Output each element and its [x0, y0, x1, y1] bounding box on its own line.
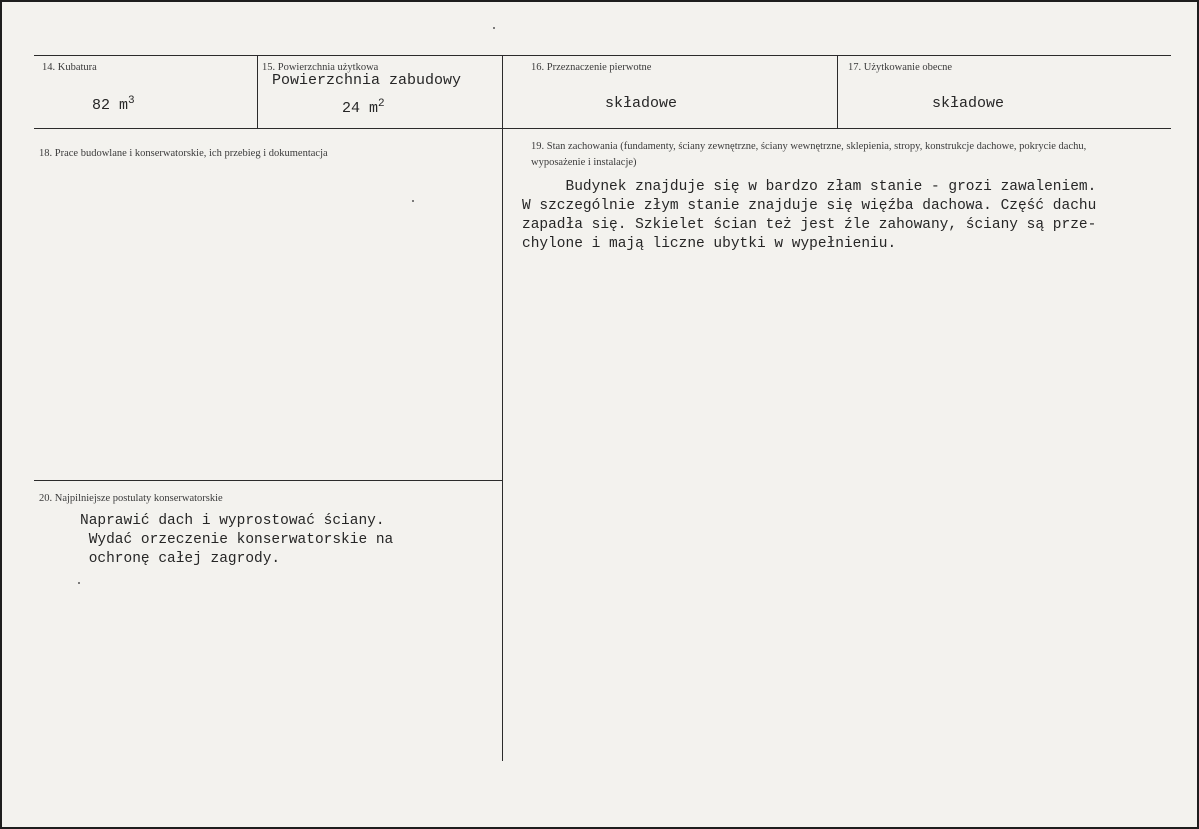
field-19-line: Budynek znajduje się w bardzo złam stanie - grozi zawaleniem.	[522, 179, 1097, 195]
top-rule	[34, 55, 1171, 56]
ink-speck	[78, 582, 80, 584]
field-15-label: 15. Powierzchnia użytkowa	[262, 62, 379, 73]
divider-16-17	[837, 55, 838, 129]
field-19-text	[522, 178, 1096, 254]
field-18-label: 18. Prace budowlane i konserwatorskie, ich przebieg i dokumentacja	[39, 148, 328, 159]
field-15-overtyped-label: Powierzchnia zabudowy	[272, 72, 462, 89]
field-20-label: 20. Najpilniejsze postulaty konserwatorskie	[39, 493, 223, 504]
divider-14-15	[257, 55, 258, 129]
field-17-label: 17. Użytkowanie obecne	[848, 62, 953, 73]
field-19-line: W szczególnie złym stanie znajduje się więźba dachowa. Część dachu	[522, 198, 1097, 214]
field-20-line: Wydać orzeczenie konserwatorskie na	[80, 532, 394, 548]
field-17-value: składowe	[932, 95, 1005, 112]
field-19-line: zapadła się. Szkielet ścian też jest źle zahowany, ściany są prze-	[522, 217, 1097, 233]
field-16-label: 16. Przeznaczenie pierwotne	[531, 62, 652, 73]
field-16-value: składowe	[605, 95, 678, 112]
ink-speck	[412, 200, 414, 202]
field-20-text	[80, 512, 393, 569]
field-14-value: 82 $m^3$	[92, 95, 135, 114]
field-20-line: Naprawić dach i wyprostować ściany.	[80, 513, 385, 529]
field18-bottom-rule	[34, 480, 502, 481]
row1-bottom-rule	[34, 128, 1171, 129]
field-14-label: 14. Kubatura	[42, 62, 97, 73]
field-20-line: ochronę całej zagrody.	[80, 551, 281, 567]
ink-speck	[493, 27, 495, 29]
field-19-line: chylone i mają liczne ubytki w wypełnieniu.	[522, 236, 897, 252]
field-19-label: 19. Stan zachowania (fundamenty, ściany zewnętrzne, ściany wewnętrzne, sklepienia, stropy, konstrukcje dachowe, pokrycie dachu, wyposażenie i instalacje)	[531, 141, 1087, 168]
divider-main	[502, 55, 503, 761]
field-15-value: 24 $m^2$	[342, 98, 385, 117]
